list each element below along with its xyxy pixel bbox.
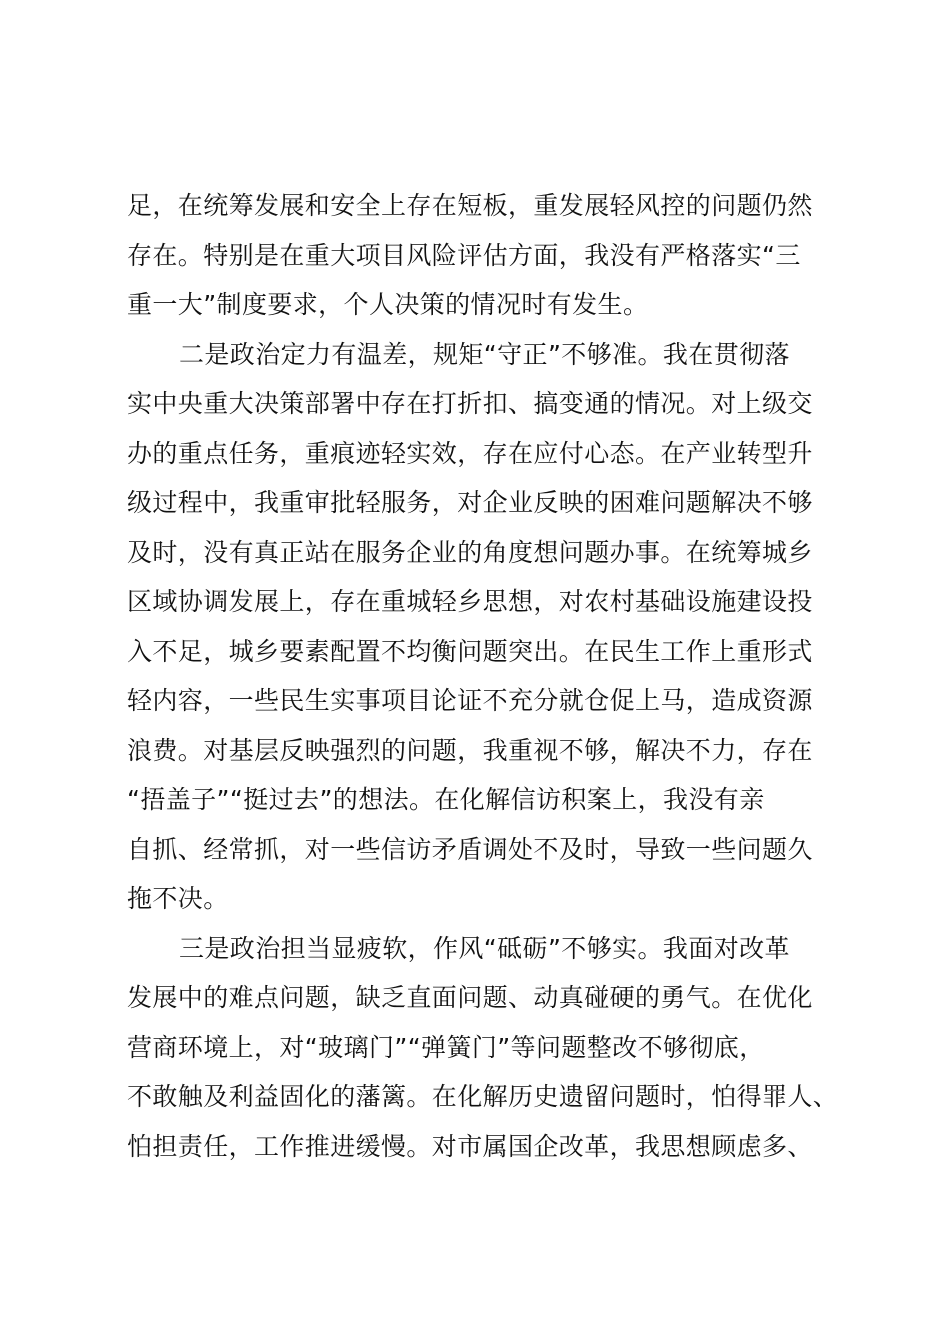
text-line: 足，在统筹发展和安全上存在短板，重发展轻风控的问题仍然 (127, 191, 813, 220)
document-body (127, 181, 837, 1171)
text-line: 浪费。对基层反映强烈的问题，我重视不够，解决不力，存在 (127, 735, 813, 765)
text-line: 及时，没有真正站在服务企业的角度想问题办事。在统筹城乡 (127, 537, 813, 567)
text-line: “捂盖子”“挺过去”的想法。在化解信访积案上，我没有亲 (127, 785, 765, 814)
text-line: 入不足，城乡要素配置不均衡问题突出。在民生工作上重形式 (127, 636, 813, 666)
text-line: 办的重点任务，重痕迹轻实效，存在应付心态。在产业转型升 (127, 438, 813, 468)
text-line: 发展中的难点问题，缺乏直面问题、动真碰硬的勇气。在优化 (127, 983, 813, 1012)
text-line: 怕担责任，工作推进缓慢。对市属国企改革，我思想顾虑多、 (127, 1131, 813, 1161)
text-line: 不敢触及利益固化的藩篱。在化解历史遗留问题时，怕得罪人、 (127, 1082, 839, 1111)
text-line: 区域协调发展上，存在重城轻乡思想，对农村基础设施建设投 (127, 587, 813, 616)
text-line: 级过程中，我重审批轻服务，对企业反映的困难问题解决不够 (127, 488, 813, 517)
text-line: 拖不决。 (127, 884, 229, 913)
text-line: 实中央重大决策部署中存在打折扣、搞变通的情况。对上级交 (127, 389, 813, 418)
text-line: 存在。特别是在重大项目风险评估方面，我没有严格落实“三 (127, 240, 801, 270)
text-line: 营商环境上，对“玻璃门”“弹簧门”等问题整改不够彻底， (127, 1032, 765, 1062)
paragraph-start-line: 二是政治定力有温差，规矩“守正”不够准。我在贯彻落 (179, 339, 790, 369)
text-line: 轻内容，一些民生实事项目论证不充分就仓促上马，造成资源 (127, 686, 813, 715)
text-line: 重一大”制度要求，个人决策的情况时有发生。 (127, 290, 649, 319)
paragraph-start-line: 三是政治担当显疲软，作风“砥砺”不够实。我面对改革 (179, 933, 790, 963)
text-line: 自抓、经常抓，对一些信访矛盾调处不及时，导致一些问题久 (127, 834, 813, 864)
